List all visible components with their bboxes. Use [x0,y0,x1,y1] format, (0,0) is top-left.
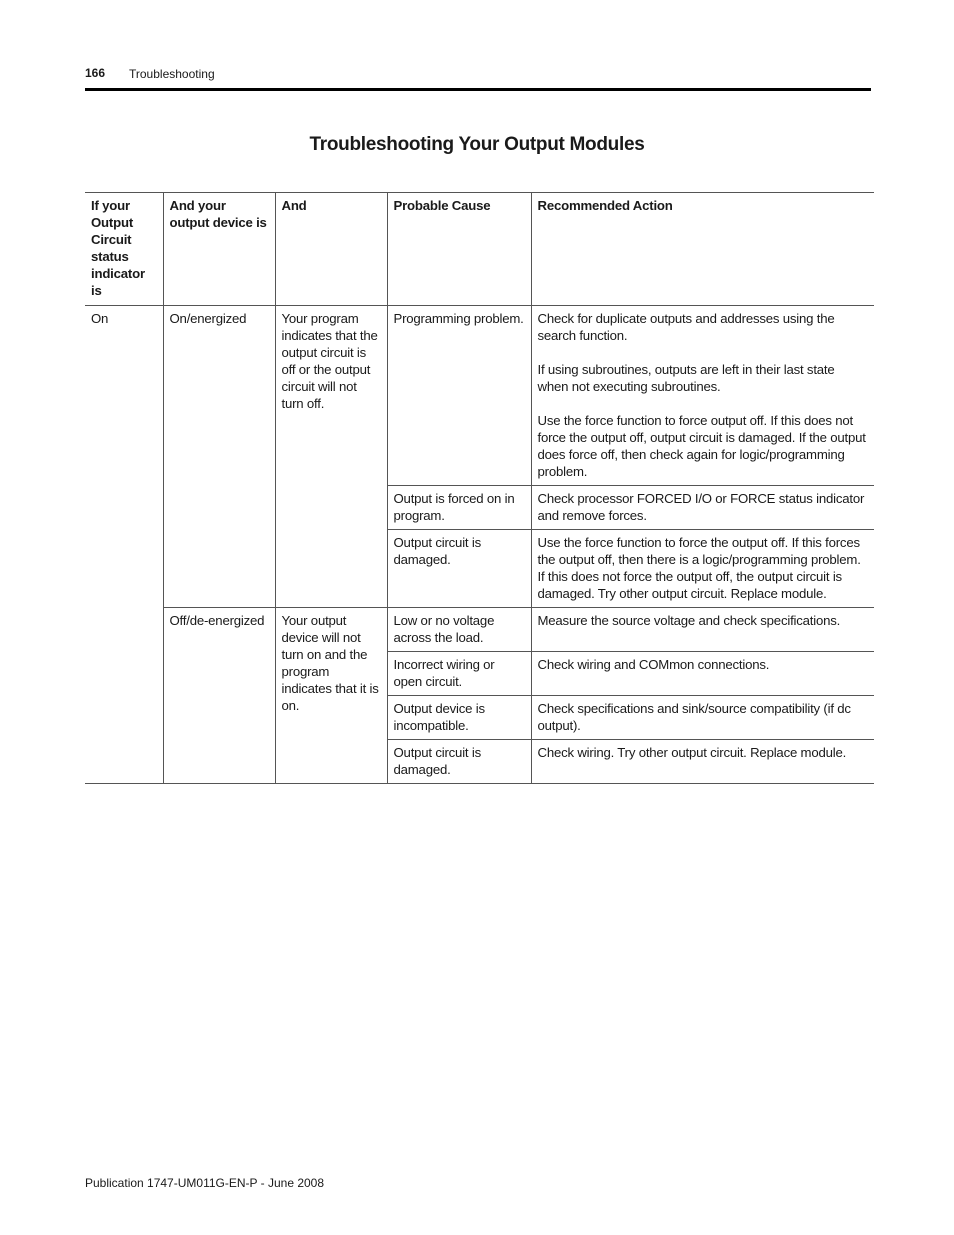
section-name: Troubleshooting [129,67,215,81]
cause-cell: Programming problem. [387,306,531,486]
action-text: Check wiring. Try other output circuit. Replace module. [537,745,847,760]
action-cell [531,608,874,652]
header-rule [85,88,871,91]
cause-cell: Incorrect wiring or open circuit. [387,652,531,696]
page-title: Troubleshooting Your Output Modules [309,134,645,155]
page-header [85,66,871,90]
column-header: Recommended Action [531,193,874,306]
action-text: If using subroutines, outputs are left in their last state when not executing subroutines. [537,362,835,394]
action-cell [531,306,874,486]
action-text: Check processor FORCED I/O or FORCE status indicator and remove forces. [537,491,865,523]
condition-cell: Your program indicates that the output circuit is off or the output circuit will not turn off. [275,306,387,608]
cause-cell: Output is forced on in program. [387,486,531,530]
column-header: And your output device is [163,193,275,306]
troubleshooting-table [85,192,874,784]
cause-cell: Output circuit is damaged. [387,740,531,784]
cause-cell: Output circuit is damaged. [387,530,531,608]
publication-footer: Publication 1747-UM011G-EN-P - June 2008 [85,1176,325,1190]
cause-cell: Output device is incompatible. [387,696,531,740]
action-text: Measure the source voltage and check specifications. [537,613,841,628]
column-header: Probable Cause [387,193,531,306]
device-cell: On/energized [163,306,275,608]
action-text: Use the force function to force output off. If this does not force the output off, output circuit is damaged. If the output does force off, then check again for logic/programming problem. [537,413,866,479]
action-cell [531,740,874,784]
action-cell [531,486,874,530]
action-text: Check specifications and sink/source compatibility (if dc output). [537,701,851,733]
cause-cell: Low or no voltage across the load. [387,608,531,652]
action-cell [531,530,874,608]
table-row [85,306,874,486]
condition-cell: Your output device will not turn on and the program indicates that it is on. [275,608,387,784]
indicator-cell: On [85,306,163,784]
column-header: If your Output Circuit status indicator is [85,193,163,306]
table-header-row [85,193,874,306]
page-number: 166 [85,66,106,80]
action-cell [531,696,874,740]
action-text: Use the force function to force the output off. If this forces the output off, then there is a logic/programming problem. If this does not force the output off, the output circuit is damaged. Try other output circuit. Replace module. [537,535,861,601]
action-text: Check for duplicate outputs and addresses using the search function. [537,311,835,343]
action-cell [531,652,874,696]
device-cell: Off/de-energized [163,608,275,784]
action-text: Check wiring and COMmon connections. [537,657,770,672]
table-row [85,608,874,652]
column-header: And [275,193,387,306]
